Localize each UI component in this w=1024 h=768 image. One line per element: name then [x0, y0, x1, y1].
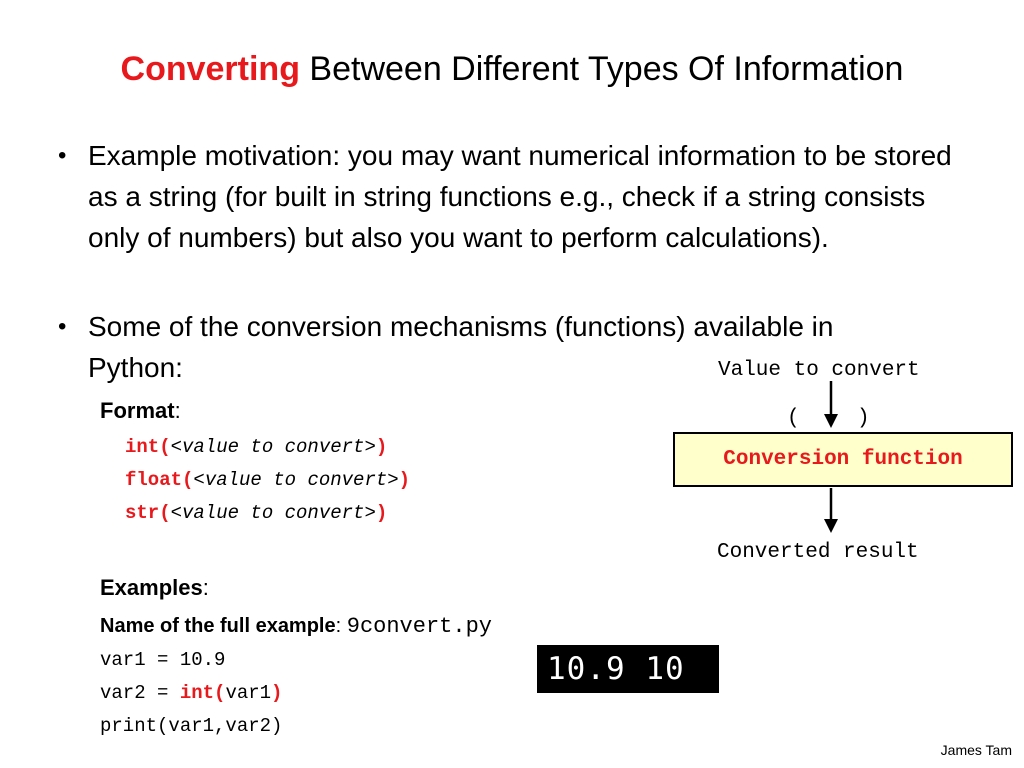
fn-arg: <value to convert> [170, 436, 376, 458]
diagram-paren-open: ( [787, 407, 800, 430]
title-highlight: Converting [120, 50, 300, 88]
down-arrow-icon [824, 488, 838, 533]
code-line-1: var1 = 10.9 [100, 649, 226, 671]
fn-arg: <value to convert> [193, 469, 399, 491]
fn-arg: <value to convert> [170, 502, 376, 524]
bullet-2-text: Some of the conversion mechanisms (functions) available in Python: [88, 311, 834, 383]
conversion-function-label: Conversion function [723, 448, 963, 471]
code-line-3: print(var1,var2) [100, 715, 283, 737]
diagram-paren-close: ) [857, 407, 870, 430]
fn-close: ) [398, 469, 411, 491]
bullet-dot-icon: • [58, 313, 67, 340]
fn-name: float( [125, 469, 194, 491]
code-assign: var2 = [100, 682, 180, 704]
fn-close: ) [375, 502, 388, 524]
terminal-output: 10.9 10 [537, 645, 719, 693]
format-label: Format [100, 398, 175, 423]
full-example-label: Name of the full example [100, 615, 336, 637]
down-arrow-icon [824, 381, 838, 428]
fn-name: int( [125, 436, 171, 458]
code-close: ) [271, 682, 283, 704]
title-rest: Between Different Types Of Information [299, 50, 904, 88]
bullet-dot-icon: • [58, 142, 67, 169]
fn-name: str( [125, 502, 171, 524]
diagram-input-label: Value to convert [718, 359, 920, 382]
footer-author: James Tam [940, 742, 1012, 758]
code-fn: int( [179, 682, 226, 704]
conversion-function-box [673, 432, 1013, 487]
fn-close: ) [375, 436, 388, 458]
format-colon: : [174, 398, 181, 423]
full-example-colon: : [335, 615, 347, 637]
bullet-1-text: Example motivation: you may want numerical information to be stored as a string (for built in string functions e.g., check if a string consists only of numbers) but also you want to perform calculations). [88, 140, 952, 253]
diagram-output-label: Converted result [717, 541, 919, 564]
examples-colon: : [202, 575, 209, 600]
full-example-file: 9convert.py [346, 614, 492, 639]
code-arg: var1 [225, 682, 272, 704]
examples-label: Examples [100, 575, 203, 600]
